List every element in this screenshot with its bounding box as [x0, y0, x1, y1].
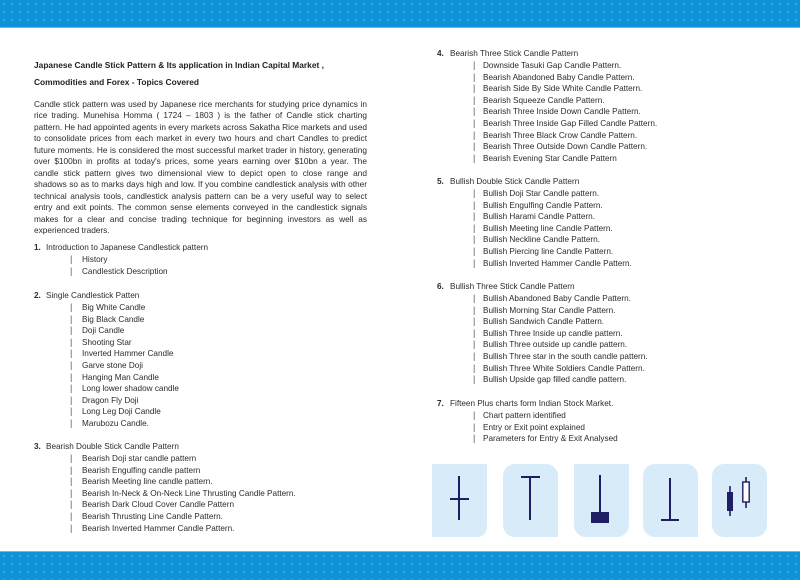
list-item	[437, 83, 643, 95]
bullet-marker: |	[70, 359, 73, 370]
list-item-text: Dragon Fly Doji	[82, 395, 139, 405]
candle-tile-hanging-man	[574, 464, 629, 537]
list-item-text: Bullish Neckline Candle Pattern.	[483, 235, 600, 245]
section-item-list	[437, 293, 648, 386]
list-item	[34, 313, 145, 326]
topic-section-3	[34, 441, 296, 534]
heading-line-2: Commodities and Forex - Topics Covered	[34, 77, 200, 87]
section-number: 4.	[437, 49, 444, 58]
bullet-marker: |	[70, 313, 73, 324]
list-item	[34, 522, 235, 535]
list-item	[437, 71, 635, 84]
list-item-text: History	[82, 255, 108, 264]
list-item	[437, 339, 628, 351]
section-item-list	[34, 302, 179, 430]
list-item-text: Bullish Piercing line Candle Pattern.	[483, 246, 614, 256]
list-item	[437, 257, 632, 270]
candle-tile-gravestone	[503, 464, 558, 537]
section-number: 6.	[437, 282, 444, 291]
list-item	[34, 254, 208, 266]
list-item-text: Bearish Meeting line candle pattern.	[82, 477, 213, 487]
list-item	[437, 293, 631, 305]
list-item	[437, 410, 613, 422]
list-item	[34, 371, 159, 384]
bullet-marker: |	[473, 94, 476, 105]
list-item-text: Bearish Three Black Crow Candle Pattern.	[483, 130, 638, 140]
bullet-marker: |	[473, 327, 476, 338]
bullet-marker: |	[473, 293, 476, 303]
section-item-list	[437, 188, 632, 269]
list-item	[34, 464, 201, 477]
doji-cross-icon	[432, 464, 487, 537]
list-item-text: Doji Candle	[82, 326, 125, 336]
list-item	[34, 476, 213, 488]
bullet-marker: |	[473, 199, 476, 210]
bullet-marker: |	[473, 421, 476, 432]
section-title-text: Bearish Double Stick Candle Pattern	[46, 442, 179, 451]
list-item	[437, 188, 600, 200]
list-item	[437, 117, 658, 130]
list-item	[437, 245, 614, 258]
list-item	[34, 383, 179, 395]
list-item	[437, 374, 627, 386]
bullet-marker: |	[70, 325, 73, 336]
list-item-text: Bearish Evening Star Candle Pattern	[483, 153, 617, 163]
list-item-text: Bullish Morning Star Candle Pattern.	[483, 305, 616, 315]
list-item-text: Big Black Candle	[82, 314, 145, 324]
bullet-marker: |	[70, 406, 73, 417]
list-item	[437, 129, 638, 142]
bullet-marker: |	[473, 141, 476, 152]
list-item-text: Bearish Squeeze Candle Pattern.	[483, 95, 605, 105]
list-item	[34, 417, 149, 430]
list-item-text: Bearish Thrusting Line Candle Pattern.	[82, 511, 223, 521]
section-title	[437, 176, 579, 188]
topic-section-7	[437, 398, 618, 445]
list-item	[437, 211, 595, 223]
bullet-marker: |	[473, 83, 476, 94]
list-item	[437, 327, 623, 340]
list-item	[34, 487, 296, 500]
section-number: 3.	[34, 442, 41, 451]
list-item-text: Shooting Star	[82, 337, 132, 347]
gravestone-doji-icon	[503, 464, 558, 537]
list-item-text: Bullish Three White Soldiers Candle Pattern.	[483, 363, 645, 373]
bullet-marker: |	[70, 265, 73, 276]
list-item	[34, 359, 143, 372]
list-item-text: Candlestick Description	[82, 266, 168, 276]
list-item-text: Bullish Engulfing Candle Pattern.	[483, 200, 603, 210]
list-item	[437, 362, 645, 375]
list-item-text: Bullish Meeting line Candle Pattern.	[483, 223, 613, 233]
bullet-marker: |	[473, 129, 476, 140]
list-item-text: Bullish Harami Candle Pattern.	[483, 212, 595, 222]
candle-tile-doji	[432, 464, 487, 537]
bullet-marker: |	[70, 487, 73, 498]
list-item-text: Bearish Three Inside Down Candle Pattern.	[483, 107, 641, 117]
section-item-list	[437, 410, 618, 445]
section-title-text: Fifteen Plus charts form Indian Stock Market.	[450, 399, 614, 408]
section-title-text: Bearish Three Stick Candle Pattern	[450, 49, 579, 58]
list-item-text: Bearish Abandoned Baby Candle Pattern.	[483, 72, 635, 82]
section-number: 1.	[34, 243, 41, 252]
bullet-marker: |	[473, 152, 476, 163]
list-item-text: Bullish Upside gap filled candle pattern.	[483, 375, 627, 385]
bullet-marker: |	[473, 60, 476, 70]
list-item	[437, 141, 648, 153]
bullet-marker: |	[473, 350, 476, 361]
list-item-text: Bullish Three star in the south candle pattern.	[483, 351, 648, 361]
list-item	[34, 302, 146, 314]
section-number: 7.	[437, 399, 444, 408]
list-item	[437, 199, 603, 212]
bullet-marker: |	[70, 254, 73, 264]
list-item-text: Bearish Inverted Hammer Candle Pattern.	[82, 523, 235, 533]
section-title	[437, 398, 613, 410]
section-title	[437, 48, 578, 60]
section-title-text: Single Candlestick Patten	[46, 291, 140, 300]
list-item-text: Bearish Doji star candle pattern	[82, 454, 197, 463]
list-item-text: Big White Candle	[82, 303, 146, 312]
bullet-marker: |	[70, 348, 73, 359]
bullet-marker: |	[70, 336, 73, 347]
section-title	[34, 242, 208, 254]
section-item-list	[437, 60, 658, 164]
topic-section-4	[437, 48, 658, 164]
list-item	[34, 406, 161, 418]
bullet-marker: |	[70, 464, 73, 475]
list-item-text: Inverted Hammer Candle	[82, 349, 174, 359]
list-item	[34, 510, 223, 523]
bullet-marker: |	[473, 211, 476, 222]
bullet-marker: |	[473, 257, 476, 268]
bullet-marker: |	[473, 117, 476, 128]
list-item-text: Downside Tasuki Gap Candle Pattern.	[483, 61, 622, 70]
list-item-text: Long lower shadow candle	[82, 384, 179, 394]
section-title-text: Bullish Three Stick Candle Pattern	[450, 282, 575, 291]
hanging-man-icon	[574, 464, 629, 537]
bullet-marker: |	[473, 234, 476, 245]
topic-section-1	[34, 242, 208, 277]
list-item-text: Bullish Doji Star Candle pattern.	[483, 189, 600, 198]
section-number: 5.	[437, 177, 444, 186]
section-title-text: Bullish Double Stick Candle Pattern	[450, 177, 580, 186]
list-item	[34, 499, 234, 511]
bullet-marker: |	[70, 383, 73, 394]
list-item	[437, 304, 616, 317]
list-item	[437, 60, 622, 72]
list-item	[437, 152, 617, 165]
list-item	[437, 316, 605, 328]
list-item	[437, 350, 648, 363]
list-item-text: Bearish Engulfing candle pattern	[82, 465, 201, 475]
list-item	[34, 348, 174, 360]
list-item-text: Bearish Three Outside Down Candle Pattern.	[483, 142, 648, 152]
bullet-marker: |	[473, 245, 476, 256]
list-item-text: Chart pattern identified	[483, 411, 566, 420]
section-number: 2.	[34, 291, 41, 300]
list-item-text: Long Leg Doji Candle	[82, 407, 161, 417]
list-item-text: Bullish Sandwich Candle Pattern.	[483, 317, 605, 327]
list-item-text: Bullish Inverted Hammer Candle Pattern.	[483, 258, 632, 268]
section-title	[34, 441, 179, 453]
list-item-text: Entry or Exit point explained	[483, 422, 585, 432]
candle-tile-two-candles	[712, 464, 767, 537]
list-item-text: Garve stone Doji	[82, 360, 143, 370]
bullet-marker: |	[70, 394, 73, 405]
topic-section-5	[437, 176, 632, 269]
list-item	[34, 325, 139, 337]
list-item	[437, 422, 613, 434]
bullet-marker: |	[473, 106, 476, 117]
list-item-text: Hanging Man Candle	[82, 372, 159, 382]
list-item-text: Parameters for Entry & Exit Analysed	[483, 434, 618, 444]
dragonfly-doji-icon	[643, 464, 698, 537]
bullet-marker: |	[70, 510, 73, 521]
section-title	[34, 290, 139, 302]
list-item-text: Bullish Three outside up candle pattern.	[483, 340, 628, 350]
list-item	[34, 266, 208, 278]
section-item-list	[34, 453, 296, 534]
list-item	[437, 106, 641, 118]
bullet-marker: |	[473, 222, 476, 233]
list-item	[437, 222, 613, 235]
heading-line-1: Japanese Candle Stick Pattern & Its application in Indian Capital Market ,	[34, 60, 324, 70]
bullet-marker: |	[473, 71, 476, 82]
bullet-marker: |	[70, 499, 73, 510]
list-item-text: Bearish Side By Side White Candle Pattern.	[483, 84, 643, 94]
bullet-marker: |	[70, 453, 73, 463]
section-item-list	[34, 254, 208, 277]
top-banner	[0, 0, 800, 28]
list-item-text: Bearish In-Neck & On-Neck Line Thrusting Candle Pattern.	[82, 488, 296, 498]
list-item	[437, 94, 605, 107]
bullet-marker: |	[473, 188, 476, 198]
list-item-text: Marubozu Candle.	[82, 418, 149, 428]
bullet-marker: |	[70, 302, 73, 312]
list-item	[34, 337, 139, 349]
list-item	[34, 453, 197, 465]
list-item	[34, 395, 139, 407]
bullet-marker: |	[70, 522, 73, 533]
bullet-marker: |	[473, 339, 476, 350]
bullet-marker: |	[70, 476, 73, 487]
two-candles-icon	[712, 464, 767, 537]
list-item-text: Bullish Abandoned Baby Candle Pattern.	[483, 294, 631, 303]
list-item	[437, 433, 618, 445]
candle-tile-dragonfly	[643, 464, 698, 537]
bullet-marker: |	[473, 410, 476, 420]
list-item-text: Bullish Three Inside up candle pattern.	[483, 328, 623, 338]
section-title-text: Introduction to Japanese Candlestick pattern	[46, 243, 209, 252]
bullet-marker: |	[70, 371, 73, 382]
list-item-text: Bearish Dark Cloud Cover Candle Pattern	[82, 500, 234, 510]
bullet-marker: |	[473, 304, 476, 315]
bullet-marker: |	[473, 433, 476, 444]
list-item	[437, 234, 600, 246]
bullet-marker: |	[473, 374, 476, 385]
bullet-marker: |	[473, 316, 476, 327]
document-heading	[34, 57, 394, 91]
section-title	[437, 281, 575, 293]
list-item-text: Bearish Three Inside Gap Filled Candle Pattern.	[483, 118, 658, 128]
bullet-marker: |	[473, 362, 476, 373]
bullet-marker: |	[70, 417, 73, 428]
intro-paragraph: Candle stick pattern was used by Japanese rice merchants for studying price dynamics in rice trading. Munehisa Homma ( 1724 – 1803 ) is the father of Candle stick charting pattern. He had appointed agents in every markets across Sakatha Rice markets and used to consolidate prices from each market in every two hours and chart Candles to predict future moments. He is considered the most successful market trader in history, generating over $100bn in profits at today's prices, some years earning over $10bn a year. The candle stick pattern gives two dimensional view to depict open to close range and shadows so as to marks days high and low. If you combine candlestick analysis with other technical analysis tools, candlestick analysis pattern can be a very useful way to select entry and exit points. The common sense elements conveyed in the candlestick signals makes for a clear and concise trading technique for beginning investors as well as experienced traders.	[34, 99, 367, 235]
bottom-banner	[0, 551, 800, 580]
topic-section-6	[437, 281, 648, 386]
topic-section-2	[34, 290, 179, 430]
